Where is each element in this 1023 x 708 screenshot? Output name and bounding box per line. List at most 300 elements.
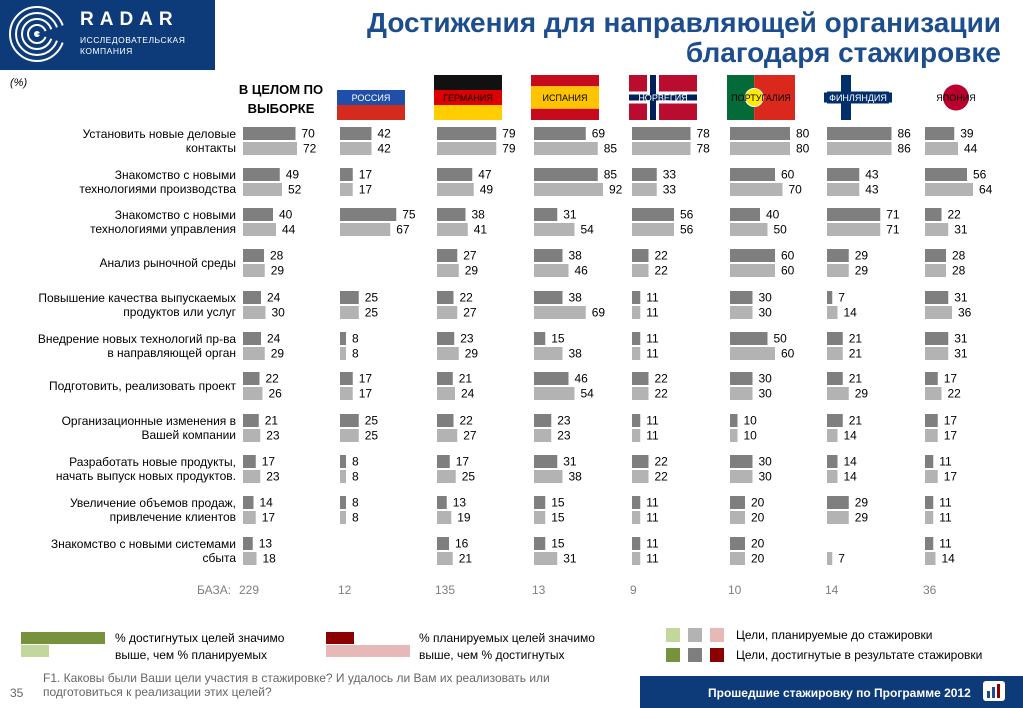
- achieved-bar: [632, 127, 691, 140]
- achieved-bar: [437, 168, 472, 181]
- planned-value: 44: [282, 222, 296, 237]
- planned-bar: [730, 387, 753, 400]
- planned-bar: [534, 183, 603, 196]
- achieved-value: 22: [459, 413, 473, 428]
- row-label-line: продуктов или услуг: [123, 305, 236, 319]
- achieved-value: 22: [654, 454, 668, 469]
- achieved-value: 31: [954, 331, 968, 346]
- legend-green-dark-swatch: [21, 632, 105, 644]
- achieved-bar: [632, 291, 640, 304]
- achieved-bar: [925, 332, 948, 345]
- achieved-value: 24: [267, 290, 281, 305]
- achieved-value: 8: [352, 454, 359, 469]
- flag-label: ФИНЛЯНДИЯ: [829, 93, 887, 103]
- planned-value: 46: [574, 263, 588, 278]
- achieved-bar: [730, 537, 745, 550]
- achieved-value: 71: [886, 207, 900, 222]
- planned-value: 14: [941, 551, 955, 566]
- achieved-bar: [340, 168, 353, 181]
- planned-bar: [632, 347, 640, 360]
- base-value: 14: [825, 583, 839, 597]
- achieved-bar: [534, 249, 563, 262]
- planned-value: 27: [463, 428, 477, 443]
- base-value: 9: [630, 583, 637, 597]
- achieved-value: 79: [502, 126, 516, 141]
- flag-label: ЯПОНИЯ: [936, 93, 976, 103]
- row-label-line: Знакомство с новыми: [114, 208, 236, 222]
- achieved-value: 22: [459, 290, 473, 305]
- achieved-bar: [534, 455, 557, 468]
- achieved-bar: [534, 372, 569, 385]
- achieved-value: 38: [568, 248, 582, 263]
- planned-bar: [827, 142, 892, 155]
- planned-value: 14: [843, 428, 857, 443]
- achieved-value: 78: [696, 126, 710, 141]
- planned-bar: [632, 223, 674, 236]
- planned-value: 30: [758, 305, 772, 320]
- achieved-bar: [632, 249, 649, 262]
- planned-bar: [340, 347, 346, 360]
- achieved-value: 20: [751, 495, 765, 510]
- achieved-bar: [534, 496, 545, 509]
- flag-stripe: [531, 109, 599, 120]
- row-label-line: Вашей компании: [141, 428, 236, 442]
- achieved-value: 7: [838, 290, 845, 305]
- achieved-bar: [827, 496, 849, 509]
- planned-bar: [730, 511, 745, 524]
- planned-bar: [534, 387, 575, 400]
- planned-value: 38: [568, 469, 582, 484]
- achieved-value: 38: [568, 290, 582, 305]
- achieved-value: 49: [285, 167, 300, 182]
- achieved-bar: [730, 332, 768, 345]
- achieved-bar: [534, 332, 545, 345]
- planned-bar: [925, 470, 938, 483]
- achieved-bar: [730, 291, 753, 304]
- planned-value: 11: [646, 428, 659, 443]
- achieved-value: 17: [358, 167, 373, 182]
- planned-value: 54: [580, 386, 594, 401]
- planned-bar: [243, 470, 260, 483]
- legend-achieved-red-swatch: [710, 648, 724, 662]
- row-label-line: контакты: [185, 141, 236, 155]
- planned-value: 22: [654, 386, 668, 401]
- planned-bar: [730, 142, 790, 155]
- unit-label: (%): [10, 77, 28, 89]
- achieved-value: 33: [662, 167, 677, 182]
- planned-value: 22: [654, 263, 668, 278]
- planned-bar: [340, 470, 346, 483]
- row-label-line: Повышение качества выпускаемых: [38, 291, 236, 305]
- planned-bar: [243, 183, 282, 196]
- achieved-value: 16: [455, 536, 469, 551]
- legend-achieved-green-swatch: [666, 648, 680, 662]
- planned-value: 21: [458, 551, 473, 566]
- planned-value: 28: [952, 263, 966, 278]
- row-label-line: Подготовить, реализовать проект: [49, 379, 236, 393]
- planned-value: 41: [473, 222, 488, 237]
- planned-bar: [730, 429, 738, 442]
- achieved-bar: [340, 291, 359, 304]
- planned-value: 30: [271, 305, 285, 320]
- achieved-value: 29: [854, 248, 869, 263]
- achieved-value: 31: [954, 290, 968, 305]
- planned-value: 20: [751, 551, 765, 566]
- achieved-value: 30: [758, 454, 772, 469]
- planned-bar: [632, 306, 640, 319]
- achieved-bar: [827, 372, 843, 385]
- achieved-bar: [243, 249, 264, 262]
- achieved-bar: [340, 372, 353, 385]
- planned-bar: [437, 223, 468, 236]
- row-label-line: технологиями производства: [79, 182, 236, 196]
- achieved-value: 10: [743, 413, 757, 428]
- planned-value: 23: [266, 428, 280, 443]
- achieved-bar: [534, 537, 545, 550]
- achieved-value: 25: [364, 290, 379, 305]
- flag-label: ПОРТУГАЛИЯ: [731, 93, 791, 103]
- achieved-bar: [243, 332, 261, 345]
- planned-value: 52: [288, 182, 302, 197]
- planned-value: 54: [580, 222, 594, 237]
- achieved-bar: [437, 249, 457, 262]
- planned-bar: [730, 306, 753, 319]
- achieved-value: 22: [654, 371, 668, 386]
- planned-value: 25: [461, 469, 476, 484]
- planned-value: 8: [352, 510, 359, 525]
- planned-value: 26: [268, 386, 282, 401]
- planned-bar: [827, 470, 838, 483]
- achieved-bar: [827, 291, 832, 304]
- planned-value: 67: [396, 222, 410, 237]
- planned-bar: [827, 511, 849, 524]
- planned-bar: [632, 552, 640, 565]
- achieved-value: 17: [943, 371, 958, 386]
- planned-value: 27: [463, 305, 477, 320]
- planned-value: 78: [696, 141, 710, 156]
- achieved-value: 31: [563, 454, 577, 469]
- achieved-bar: [632, 455, 649, 468]
- achieved-bar: [925, 537, 933, 550]
- footer-text: Прошедшие стажировку по Программе 2012: [708, 686, 971, 700]
- row-label-line: Увеличение объемов продаж,: [69, 496, 236, 510]
- achieved-value: 21: [458, 371, 473, 386]
- achieved-value: 21: [848, 331, 863, 346]
- achieved-value: 42: [377, 126, 391, 141]
- planned-bar: [340, 429, 359, 442]
- achieved-value: 20: [751, 536, 765, 551]
- achieved-bar: [730, 414, 738, 427]
- logo-subtitle-1: ИССЛЕДОВАТЕЛЬСКАЯ: [80, 35, 186, 45]
- achieved-value: 14: [259, 495, 273, 510]
- logo-subtitle-2: КОМПАНИЯ: [80, 46, 133, 56]
- planned-value: 17: [358, 182, 373, 197]
- achieved-bar: [632, 496, 640, 509]
- achieved-value: 15: [551, 331, 565, 346]
- achieved-value: 23: [557, 413, 571, 428]
- planned-value: 17: [943, 428, 958, 443]
- planned-bar: [243, 511, 256, 524]
- flag-stripe: [531, 75, 599, 86]
- achieved-bar: [340, 127, 372, 140]
- planned-bar: [632, 387, 649, 400]
- flag-label: РОССИЯ: [351, 93, 391, 103]
- achieved-value: 30: [758, 290, 772, 305]
- achieved-value: 11: [646, 331, 659, 346]
- planned-bar: [534, 264, 569, 277]
- overall-header-line-2: ВЫБОРКЕ: [247, 101, 315, 116]
- planned-value: 42: [377, 141, 391, 156]
- planned-bar: [925, 429, 938, 442]
- achieved-value: 40: [766, 207, 780, 222]
- planned-value: 43: [865, 182, 879, 197]
- planned-bar: [925, 347, 948, 360]
- planned-bar: [632, 264, 649, 277]
- planned-bar: [340, 223, 390, 236]
- achieved-bar: [632, 208, 674, 221]
- achieved-value: 11: [939, 536, 952, 551]
- achieved-bar: [632, 168, 657, 181]
- planned-bar: [925, 552, 936, 565]
- achieved-bar: [730, 496, 745, 509]
- achieved-bar: [730, 127, 790, 140]
- planned-value: 80: [796, 141, 810, 156]
- planned-bar: [534, 347, 563, 360]
- planned-bar: [632, 511, 640, 524]
- legend-planned-red-swatch: [710, 628, 724, 642]
- planned-value: 11: [646, 510, 659, 525]
- achieved-bar: [534, 414, 551, 427]
- planned-value: 92: [609, 182, 623, 197]
- planned-bar: [437, 387, 455, 400]
- planned-bar: [534, 429, 551, 442]
- achieved-value: 21: [848, 371, 863, 386]
- row-label-line: технологиями управления: [90, 222, 236, 236]
- planned-bar: [827, 429, 838, 442]
- planned-value: 10: [743, 428, 757, 443]
- base-value: 10: [728, 583, 742, 597]
- flag-stripe: [337, 75, 405, 90]
- planned-bar: [340, 387, 353, 400]
- achieved-bar: [827, 332, 843, 345]
- achieved-bar: [437, 291, 454, 304]
- planned-bar: [437, 142, 496, 155]
- planned-value: 50: [773, 222, 787, 237]
- planned-bar: [925, 264, 946, 277]
- planned-bar: [243, 552, 257, 565]
- achieved-bar: [925, 168, 967, 181]
- achieved-value: 85: [603, 167, 618, 182]
- legend-green-text: [115, 630, 284, 664]
- achieved-bar: [730, 168, 775, 181]
- flag-label: НОРВЕГИЯ: [638, 93, 688, 103]
- planned-bar: [243, 387, 263, 400]
- achieved-bar: [437, 127, 496, 140]
- base-value: 36: [923, 583, 937, 597]
- achieved-bar: [925, 372, 938, 385]
- base-value: 12: [338, 583, 352, 597]
- achieved-bar: [632, 372, 649, 385]
- planned-bar: [340, 142, 372, 155]
- base-value: 135: [435, 583, 456, 597]
- planned-value: 11: [939, 510, 952, 525]
- achieved-value: 43: [865, 167, 879, 182]
- row-label-line: Разработать новые продукты,: [69, 455, 236, 469]
- planned-value: 22: [947, 386, 961, 401]
- row-label-line: начать выпуск новых продуктов.: [55, 469, 236, 483]
- achieved-bar: [437, 414, 454, 427]
- legend-red-line-2: выше, чем % достигнутых: [419, 648, 565, 662]
- row-label-line: Установить новые деловые: [82, 127, 236, 141]
- achieved-bar: [243, 208, 273, 221]
- achieved-bar: [243, 127, 296, 140]
- achieved-value: 56: [973, 167, 987, 182]
- achieved-value: 75: [402, 207, 416, 222]
- achieved-bar: [632, 414, 640, 427]
- achieved-bar: [827, 208, 880, 221]
- planned-bar: [243, 264, 265, 277]
- achieved-bar: [925, 291, 948, 304]
- planned-value: 69: [591, 305, 606, 320]
- flag-label: ГЕРМАНИЯ: [443, 93, 493, 103]
- achieved-bar: [827, 249, 849, 262]
- base-label: БАЗА:: [197, 583, 232, 597]
- planned-bar: [632, 142, 691, 155]
- achieved-value: 31: [563, 207, 577, 222]
- row-label-line: Организационные изменения в: [61, 414, 236, 428]
- achieved-value: 56: [680, 207, 694, 222]
- achieved-bar: [827, 455, 838, 468]
- achieved-bar: [437, 537, 449, 550]
- planned-bar: [534, 552, 557, 565]
- planned-value: 60: [781, 346, 795, 361]
- achieved-bar: [730, 455, 753, 468]
- achieved-value: 24: [267, 331, 281, 346]
- planned-bar: [243, 429, 260, 442]
- achieved-value: 11: [939, 495, 952, 510]
- flag-stripe: [434, 75, 502, 90]
- achieved-bar: [243, 372, 260, 385]
- achieved-value: 22: [265, 371, 279, 386]
- planned-bar: [632, 470, 649, 483]
- achieved-value: 46: [574, 371, 588, 386]
- planned-value: 30: [758, 469, 772, 484]
- planned-value: 72: [303, 141, 317, 156]
- planned-value: 29: [464, 263, 479, 278]
- achieved-bar: [925, 496, 933, 509]
- achieved-value: 11: [646, 290, 659, 305]
- achieved-bar: [632, 332, 640, 345]
- survey-question-line-1: F1. Каковы были Ваши цели участия в стажировке? И удалось ли Вам их реализовать или: [43, 671, 550, 685]
- achieved-bar: [340, 414, 359, 427]
- achieved-bar: [437, 372, 453, 385]
- achieved-value: 25: [364, 413, 379, 428]
- planned-bar: [243, 223, 276, 236]
- planned-value: 11: [646, 305, 659, 320]
- base-value: 229: [239, 583, 260, 597]
- planned-bar: [632, 429, 640, 442]
- row-label-line: привлечение клиентов: [109, 510, 236, 524]
- achieved-value: 70: [301, 126, 315, 141]
- planned-bar: [340, 306, 359, 319]
- achieved-bar: [340, 496, 346, 509]
- planned-value: 29: [464, 346, 479, 361]
- planned-bar: [925, 223, 948, 236]
- planned-bar: [340, 183, 353, 196]
- planned-value: 56: [680, 222, 694, 237]
- achieved-bar: [925, 127, 954, 140]
- planned-value: 11: [646, 346, 659, 361]
- planned-value: 71: [886, 222, 900, 237]
- planned-value: 29: [854, 386, 869, 401]
- achieved-value: 11: [646, 495, 659, 510]
- planned-bar: [730, 470, 753, 483]
- planned-value: 31: [954, 222, 968, 237]
- planned-bar: [827, 387, 849, 400]
- planned-value: 7: [838, 551, 845, 566]
- achieved-bar: [925, 208, 942, 221]
- achieved-bar: [632, 537, 640, 550]
- legend-red-dark-swatch: [326, 632, 354, 644]
- achieved-value: 13: [452, 495, 467, 510]
- achieved-bar: [827, 414, 843, 427]
- planned-value: 17: [358, 386, 373, 401]
- legend-planned-green-swatch: [666, 628, 680, 642]
- planned-value: 19: [457, 510, 471, 525]
- legend-green-line-2: выше, чем % планируемых: [115, 648, 267, 662]
- planned-bar: [534, 470, 563, 483]
- achieved-bar: [243, 168, 280, 181]
- achieved-bar: [243, 537, 253, 550]
- legend-achieved-label: Цели, достигнутые в результате стажировки: [736, 648, 983, 662]
- planned-value: 25: [364, 305, 379, 320]
- legend-red-line-1: % планируемых целей значимо: [419, 631, 595, 645]
- achieved-value: 38: [471, 207, 485, 222]
- achieved-value: 30: [758, 371, 772, 386]
- planned-bar: [340, 511, 346, 524]
- planned-bar: [243, 142, 297, 155]
- planned-bar: [437, 347, 459, 360]
- planned-value: 15: [551, 510, 565, 525]
- achieved-bar: [827, 127, 892, 140]
- achieved-bar: [534, 291, 563, 304]
- planned-value: 85: [603, 141, 618, 156]
- planned-value: 23: [266, 469, 280, 484]
- planned-bar: [925, 183, 973, 196]
- planned-value: 31: [954, 346, 968, 361]
- row-label-line: Знакомство с новыми: [114, 168, 236, 182]
- legend-red-text: [419, 630, 595, 664]
- achieved-bar: [534, 127, 586, 140]
- planned-bar: [243, 347, 265, 360]
- achieved-value: 11: [939, 454, 952, 469]
- planned-value: 24: [461, 386, 475, 401]
- flag-stripe: [434, 105, 502, 120]
- planned-value: 14: [843, 305, 857, 320]
- flag-label: ИСПАНИЯ: [542, 93, 588, 103]
- page-number: 35: [10, 686, 24, 700]
- planned-value: 11: [646, 551, 659, 566]
- achieved-value: 21: [848, 413, 863, 428]
- planned-bar: [827, 264, 849, 277]
- overall-header-line-1: В ЦЕЛОМ ПО: [238, 82, 324, 97]
- row-label-line: Анализ рыночной среды: [99, 256, 236, 270]
- planned-bar: [925, 306, 952, 319]
- legend-planned-label: Цели, планируемые до стажировки: [736, 628, 933, 642]
- achieved-value: 28: [952, 248, 966, 263]
- planned-bar: [827, 306, 838, 319]
- planned-value: 86: [897, 141, 911, 156]
